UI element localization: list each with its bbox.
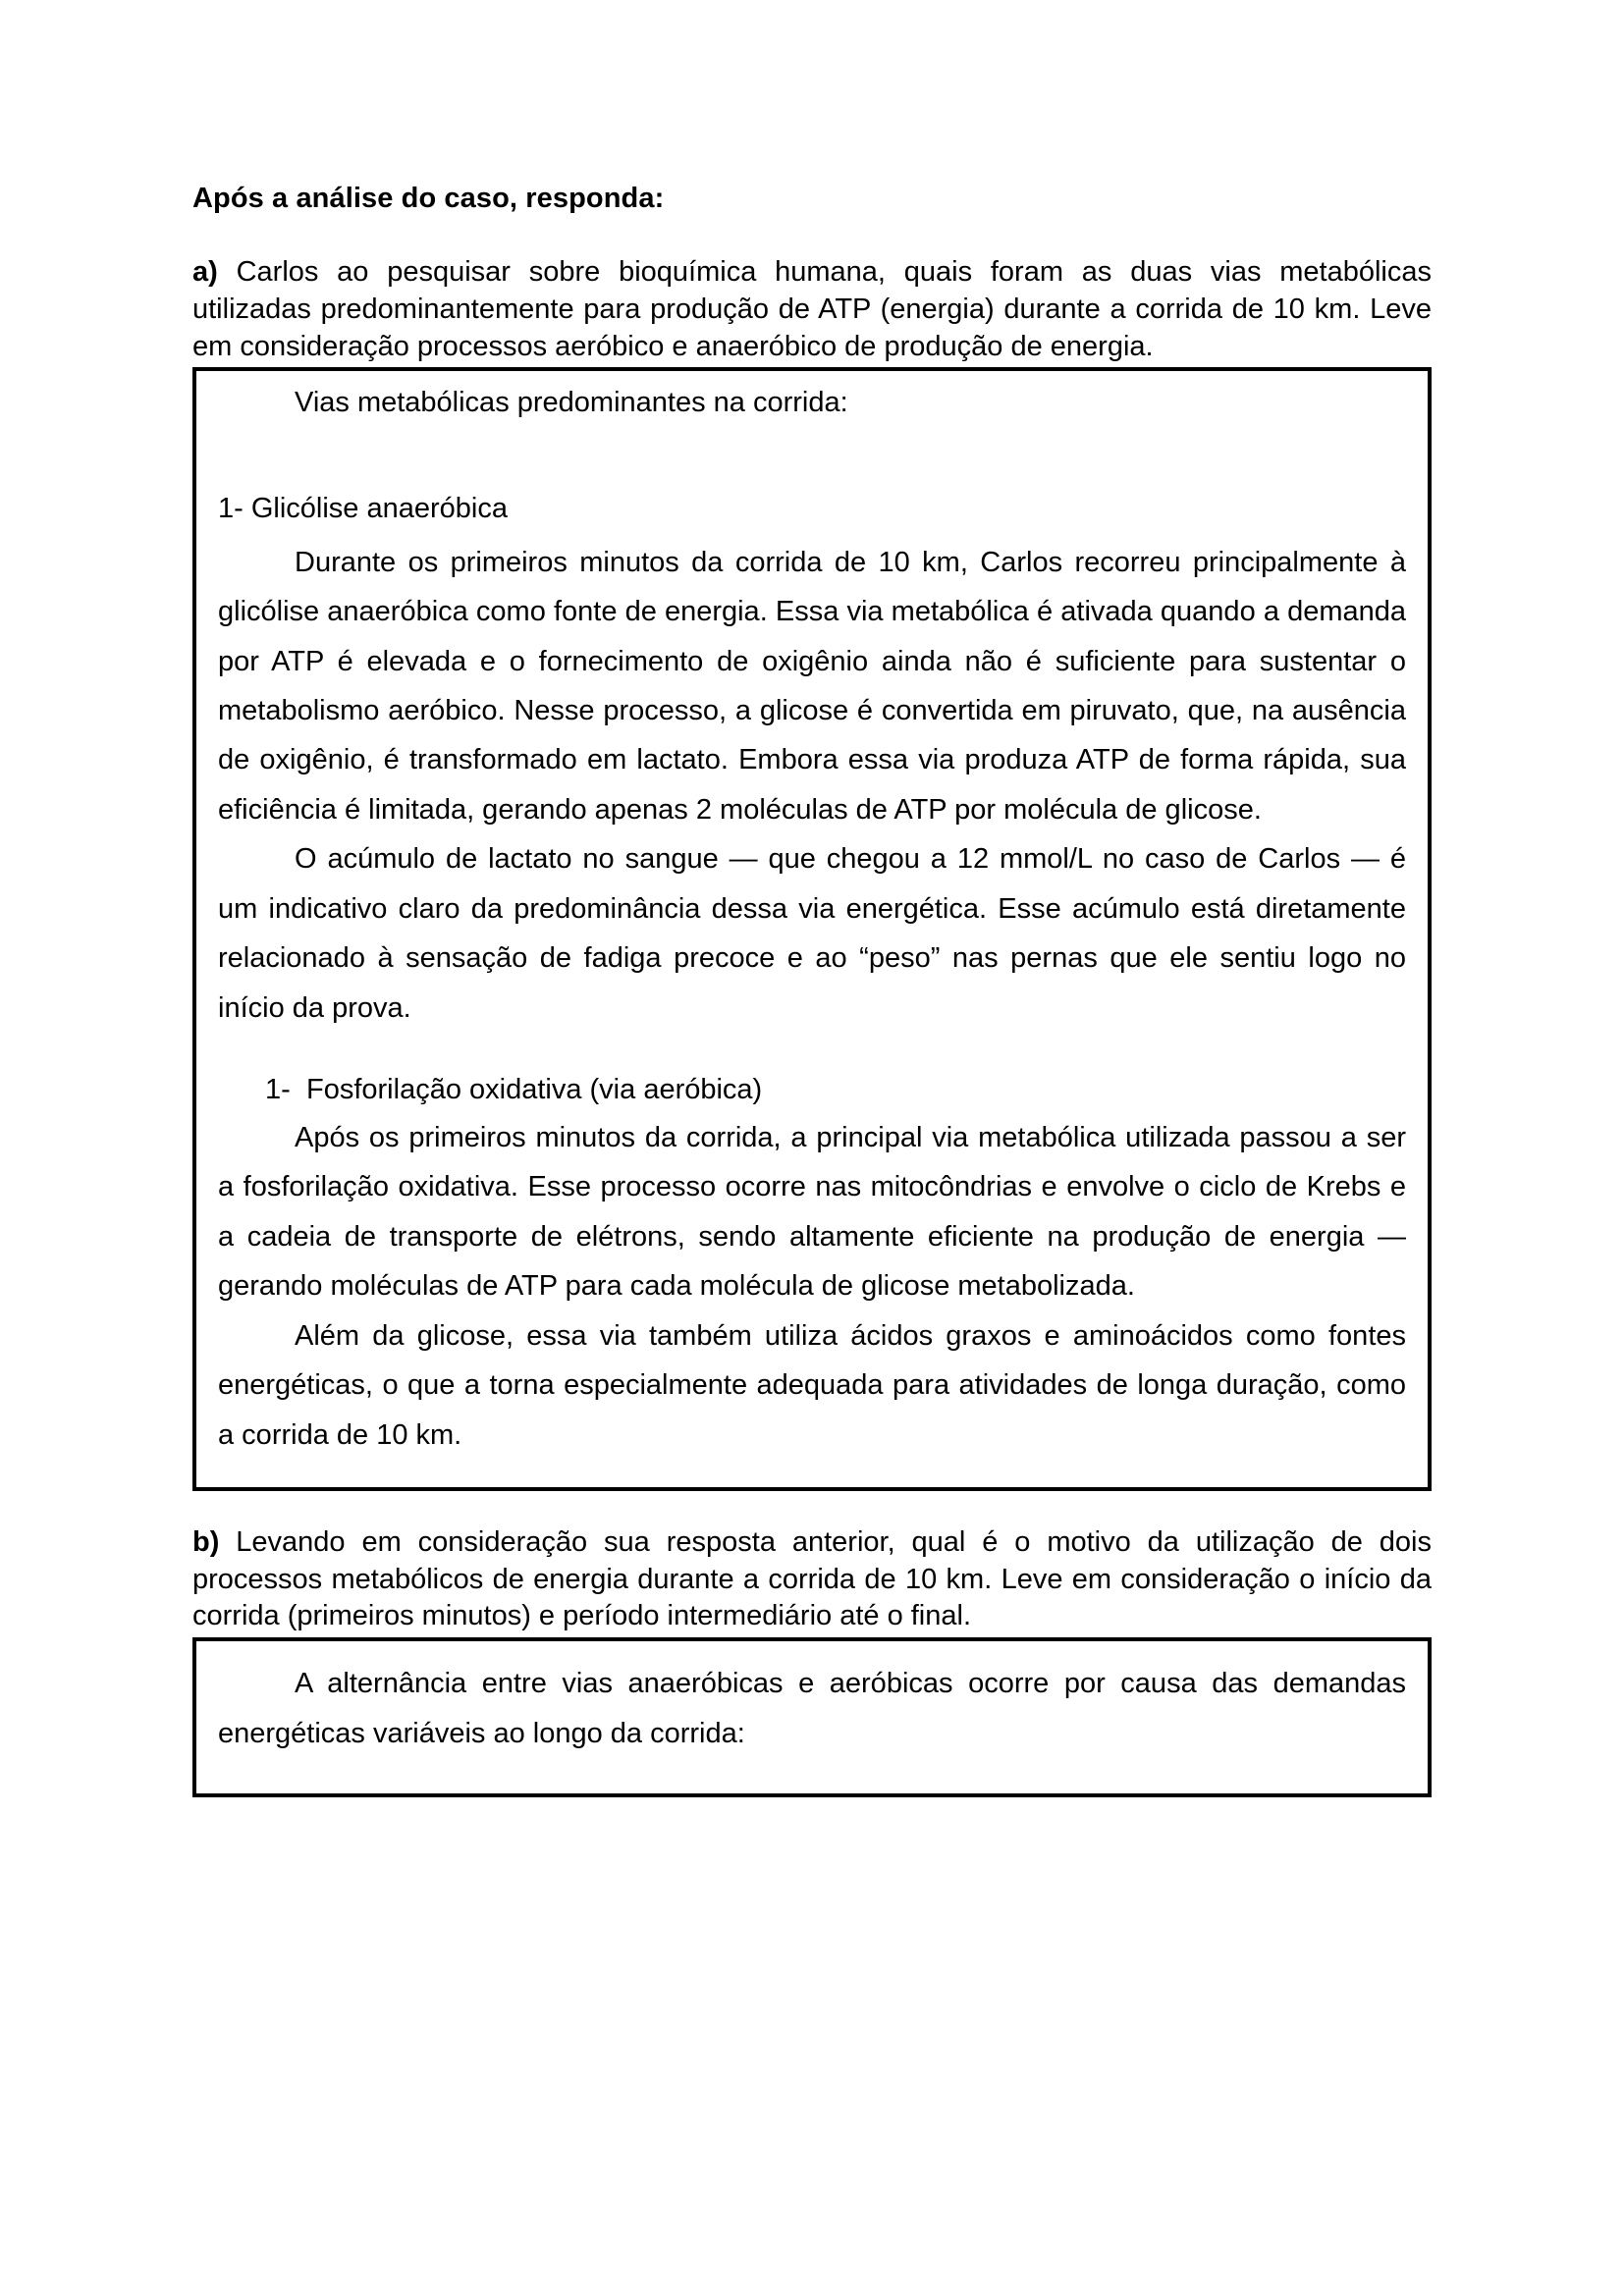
- answer-a-item1-paragraph1: Durante os primeiros minutos da corrida de 10 km, Carlos recorreu principalmente à glicólise anaeróbica como fonte de energia. Essa via metabólica é ativada quando a demanda por ATP é elevada e o fornecimento de oxigênio ainda não é suficiente para sustentar o metabolismo aeróbico. Nesse processo, a glicose é convertida em piruvato, que, na ausência de oxigênio, é transformado em lactato. Embora essa via produza ATP de forma rápida, sua eficiência é limitada, gerando apenas 2 moléculas de ATP por molécula de glicose.: [218, 546, 1406, 826]
- answer-a-item2-title: Fosforilação oxidativa (via aeróbica): [306, 1074, 763, 1106]
- spacer: [218, 440, 1406, 491]
- question-a-text: Carlos ao pesquisar sobre bioquímica humana, quais foram as duas vias metabólicas utilizadas predominantemente para produção de ATP (energia) durante a corrida de 10 km. Leve em consideração processos aeróbico e anaeróbico de produção de energia.: [192, 256, 1432, 362]
- answer-a-item2-paragraph2: Além da glicose, essa via também utiliza ácidos graxos e aminoácidos como fontes energéticas, o que a torna especialmente adequada para atividades de longa duração, como a corrida de 10 km.: [218, 1319, 1406, 1451]
- answer-a-item2-paragraph1: Após os primeiros minutos da corrida, a principal via metabólica utilizada passou a ser a fosforilação oxidativa. Esse processo ocorre nas mitocôndrias e envolve o ciclo de Krebs e a cadeia de transporte de elétrons, sendo altamente eficiente na produção de energia — gerando moléculas de ATP para cada molécula de glicose metabolizada.: [218, 1121, 1406, 1303]
- answer-box-a: [192, 367, 1432, 1491]
- page-title: Após a análise do caso, responda:: [192, 183, 665, 214]
- question-a: [192, 254, 1432, 365]
- answer-a-item2-label: [218, 1072, 1406, 1109]
- answer-box-b: [192, 1637, 1432, 1797]
- question-b: [192, 1524, 1432, 1635]
- question-a-label: a): [192, 256, 218, 289]
- answer-a-heading: Vias metabólicas predominantes na corrida:: [295, 387, 848, 419]
- question-b-label: b): [192, 1526, 220, 1559]
- document-content: [192, 182, 1432, 1797]
- question-b-text: Levando em consideração sua resposta anterior, qual é o motivo da utilização de dois processos metabólicos de energia durante a corrida de 10 km. Leve em consideração o início da corrida (primeiros minutos) e período intermediário até o final.: [192, 1526, 1432, 1632]
- answer-b-paragraph1: A alternância entre vias anaeróbicas e aeróbicas ocorre por causa das demandas energéticas variáveis ao longo da corrida:: [218, 1668, 1406, 1749]
- answer-a-item2-number: 1-: [265, 1074, 291, 1106]
- spacer: [218, 1033, 1406, 1072]
- answer-a-item1-paragraph2: O acúmulo de lactato no sangue — que chegou a 12 mmol/L no caso de Carlos — é um indicativo claro da predominância dessa via energética. Esse acúmulo está diretamente relacionado à sensação de fadiga precoce e ao “peso” nas pernas que ele sentiu logo no início da prova.: [218, 843, 1406, 1024]
- answer-a-item1-label: 1- Glicólise anaeróbica: [218, 492, 508, 524]
